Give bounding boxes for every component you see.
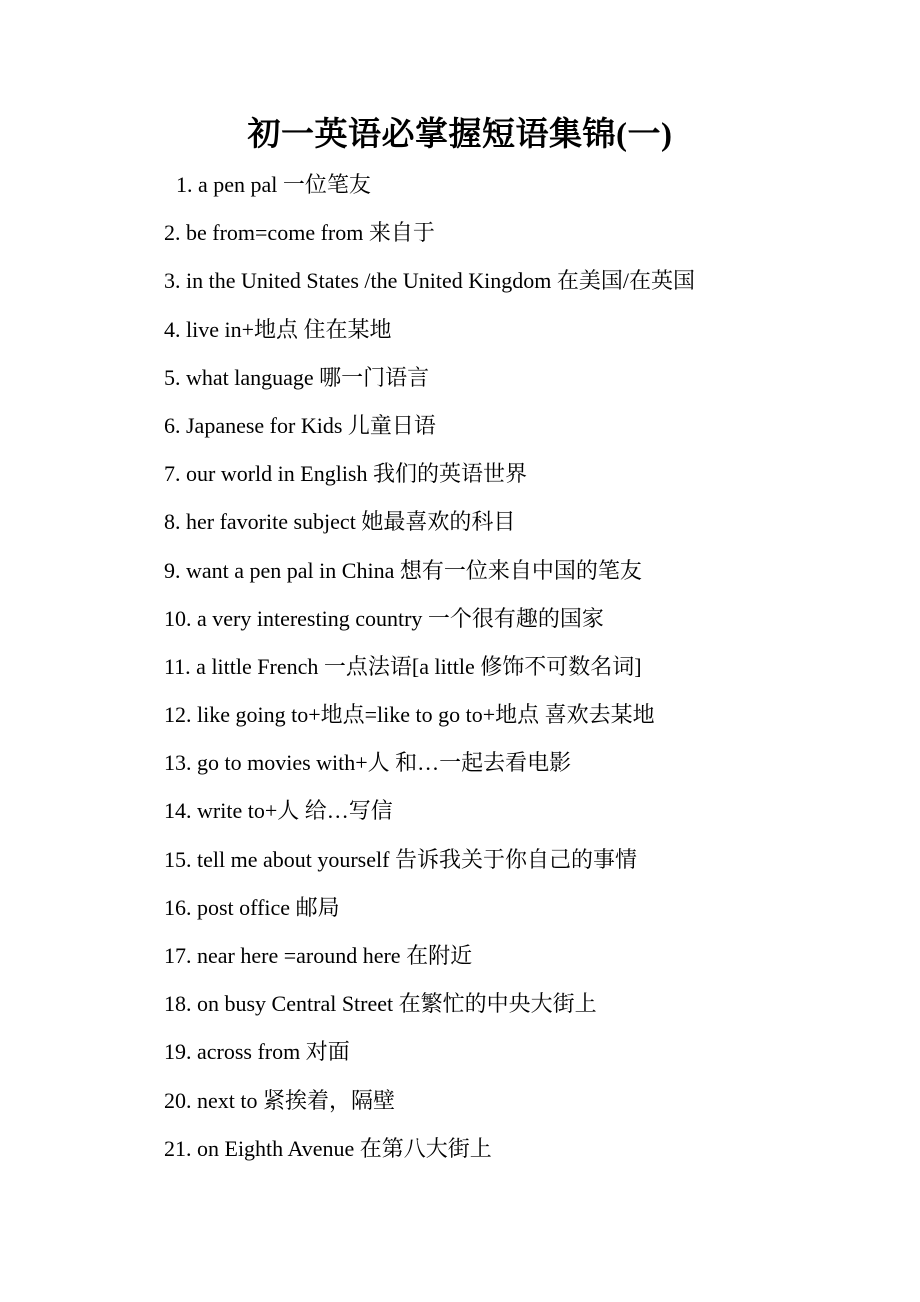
phrase-item: 2. be from=come from 来自于	[164, 220, 435, 246]
phrase-item: 17. near here =around here 在附近	[164, 943, 473, 968]
phrase-item: 16. post office 邮局	[164, 894, 340, 920]
phrase-item: 5. what language 哪一门语言	[164, 364, 430, 390]
phrase-item: 6. Japanese for Kids 儿童日语	[164, 412, 436, 438]
phrase-item: 19. across from 对面	[164, 1039, 350, 1065]
phrase-item: 20. next to 紧挨着，隔壁	[164, 1087, 395, 1113]
phrase-item: 7. our world in English 我们的英语世界	[164, 461, 527, 487]
phrase-item: 3. in the United States /the United Kingdom 在美国/在英国	[164, 268, 696, 294]
phrase-item: 8. her favorite subject 她最喜欢的科目	[164, 509, 516, 535]
phrase-item: 21. on Eighth Avenue 在第八大街上	[164, 1135, 492, 1161]
document-title: 初一英语必掌握短语集锦(一)	[247, 117, 673, 153]
phrase-item: 9. want a pen pal in China 想有一位来自中国的笔友	[164, 557, 642, 583]
phrase-item: 15. tell me about yourself 告诉我关于你自己的事情	[164, 846, 637, 872]
phrase-item: 13. go to movies with+人 和…一起去看电影	[164, 750, 572, 776]
phrase-item: 18. on busy Central Street 在繁忙的中央大街上	[164, 991, 597, 1017]
phrase-list	[164, 166, 695, 1178]
phrase-item: 12. like going to+地点=like to go to+地点 喜欢去某地	[164, 702, 655, 728]
phrase-item: 11. a little French 一点法语[a little 修饰不可数名词]	[164, 653, 642, 679]
phrase-item: 10. a very interesting country 一个很有趣的国家	[164, 605, 604, 631]
phrase-item: 1. a pen pal 一位笔友	[176, 172, 371, 197]
phrase-item: 4. live in+地点 住在某地	[164, 316, 392, 342]
phrase-item: 14. write to+人 给…写信	[164, 798, 393, 824]
